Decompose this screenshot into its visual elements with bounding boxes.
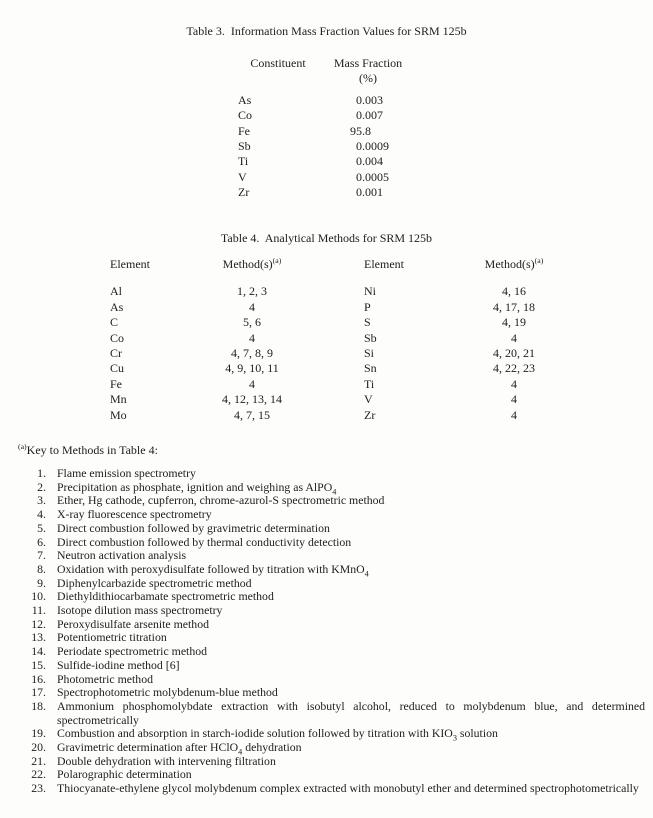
spacer	[324, 346, 364, 361]
table4-methods: 4, 22, 23	[493, 361, 535, 376]
key-item-text: X-ray fluorescence spectrometry	[57, 507, 212, 522]
spacer	[238, 71, 318, 86]
key-item-number: 17.	[31, 685, 46, 700]
key-item-text: Photometric method	[57, 671, 153, 686]
table4-methods: 4	[511, 330, 517, 345]
table4-element: Cr	[110, 346, 122, 361]
table3-title: Table 3. Information Mass Fraction Values for SRM 125b	[186, 24, 467, 38]
key-item	[0, 659, 645, 673]
key-item-number: 3.	[37, 493, 46, 508]
spacer	[324, 377, 364, 392]
table3-value	[318, 108, 418, 123]
table4-element: As	[110, 299, 124, 314]
key-item-number: 13.	[31, 630, 46, 645]
table4	[110, 257, 584, 423]
table4-header-methods-2: $Method(s)^{(a)}$	[484, 256, 544, 271]
key-item-text: Isotope dilution mass spectrometry	[57, 603, 223, 618]
key-item-text: Oxidation with peroxydisulfate followed by titration with KMnO$_4$	[57, 561, 369, 579]
key-item-text: Spectrophotometric molybdenum-blue method	[57, 685, 278, 700]
table3-value	[318, 170, 418, 185]
key-item-number: 21.	[31, 753, 46, 768]
table4-element: Mo	[110, 407, 127, 422]
key-item-text: Diethyldithiocarbamate spectrometric method	[57, 589, 274, 604]
value-integer-part: 0	[356, 92, 362, 107]
value-fraction-part: .0009	[362, 139, 389, 154]
key-item-text: Double dehydration with intervening filtration	[57, 753, 276, 768]
key-item	[0, 673, 645, 687]
spacer	[324, 315, 364, 330]
key-item-number: 16.	[31, 671, 46, 686]
value-integer-part: 0	[356, 154, 362, 169]
key-item-number: 6.	[37, 534, 46, 549]
key-item-number: 18.	[31, 698, 46, 713]
table4-element: Si	[364, 346, 375, 361]
key-item-number: 10.	[31, 589, 46, 604]
key-item-text: Direct combustion followed by gravimetric determination	[57, 520, 330, 535]
table4-methods: 4, 17, 18	[493, 299, 535, 314]
table4-methods: 4, 19	[502, 315, 526, 330]
key-item-text: Gravimetric determination after HClO$_4$ dehydration	[57, 740, 302, 757]
value-fraction-part: .0005	[362, 169, 389, 184]
value-integer-part: 0	[356, 169, 362, 184]
key-item-number: 5.	[37, 520, 46, 535]
value-integer-part: 0	[356, 139, 362, 154]
key-item-text: Thiocyanate-ethylene glycol molybdenum complex extracted with monobutyl ether and determined spectrophotometrically	[57, 781, 639, 796]
table4-methods: 4, 9, 10, 11	[225, 361, 279, 376]
value-fraction-part: .003	[362, 92, 383, 107]
table4-title: Table 4. Analytical Methods for SRM 125b	[220, 231, 433, 245]
key-item	[0, 536, 645, 550]
table3-header-mass-fraction: Mass Fraction	[333, 56, 403, 70]
key-item	[0, 563, 645, 577]
key-item	[0, 522, 645, 536]
key-item	[0, 604, 645, 618]
table4-element: V	[364, 392, 373, 407]
key-item	[0, 549, 645, 563]
table4-element: Co	[110, 330, 125, 345]
key-item	[0, 755, 645, 769]
table3-value	[318, 124, 418, 139]
key-item	[0, 782, 645, 796]
table3-constituent: Zr	[238, 185, 250, 200]
key-item-number: 7.	[37, 548, 46, 563]
table4-element: Mn	[110, 392, 127, 407]
table3-value	[318, 139, 418, 154]
key-item-text: Diphenylcarbazide spectrometric method	[57, 575, 252, 590]
key-item-number: 23.	[31, 781, 46, 796]
spacer	[324, 361, 364, 376]
key-item	[0, 467, 645, 481]
table4-element: Al	[110, 284, 122, 299]
table4-element: Fe	[110, 376, 122, 391]
value-fraction-part: .007	[362, 108, 383, 123]
table4-methods: 4	[511, 407, 517, 422]
table4-methods: 4	[511, 392, 517, 407]
table4-element: Cu	[110, 361, 125, 376]
table4-element: Ti	[364, 376, 375, 391]
table3-constituent: Co	[238, 108, 253, 123]
key-item	[0, 590, 645, 604]
table4-element: Zr	[364, 407, 376, 422]
key-item-number: 8.	[37, 561, 46, 576]
table4-element: Ni	[364, 284, 376, 299]
key-item	[0, 508, 645, 522]
spacer	[324, 392, 364, 407]
table3	[238, 56, 418, 201]
table4-header-methods-1: $Method(s)^{(a)}$	[222, 256, 282, 271]
key-item-text: Precipitation as phosphate, ignition and weighing as AlPO$_4$	[57, 479, 337, 497]
table4-methods: 4	[249, 376, 255, 391]
table4-methods: 1, 2, 3	[237, 284, 267, 299]
key-item-text: Neutron activation analysis	[57, 548, 187, 563]
table3-constituent: Sb	[238, 139, 251, 154]
key-item-text: Ether, Hg cathode, cupferron, chrome-azurol-S spectrometric method	[57, 493, 385, 508]
key-item-text: Ammonium phosphomolybdate extraction with isobutyl alcohol, reduced to molybdenum blue, and determined spectrometrically	[57, 698, 645, 727]
spacer	[110, 272, 584, 284]
value-fraction-part: .8	[362, 123, 371, 138]
value-fraction-part: .001	[362, 185, 383, 200]
table3-value	[318, 93, 418, 108]
table4-element: Sb	[364, 330, 377, 345]
methods-key-list	[0, 467, 645, 796]
table3-constituent: Fe	[238, 123, 250, 138]
table4-element: Sn	[364, 361, 377, 376]
spacer	[324, 284, 364, 299]
key-item	[0, 577, 645, 591]
table4-methods: 4	[249, 330, 255, 345]
key-item	[0, 727, 645, 741]
table4-header-element-1: Element	[110, 257, 150, 271]
key-item	[0, 494, 645, 508]
table4-methods: 4, 7, 8, 9	[231, 346, 273, 361]
key-item-number: 4.	[37, 507, 46, 522]
key-item-number: 19.	[31, 726, 46, 741]
table4-element: S	[364, 315, 371, 330]
key-item	[0, 768, 645, 782]
spacer	[324, 408, 364, 423]
key-item	[0, 741, 645, 755]
key-item-number: 12.	[31, 616, 46, 631]
key-item-text: Flame emission spectrometry	[57, 466, 196, 480]
table3-header-unit: (%)	[359, 71, 377, 86]
table4-methods: 4, 7, 15	[234, 407, 270, 422]
key-item-number: 22.	[31, 767, 46, 782]
key-item-number: 2.	[37, 479, 46, 494]
table4-header-element-2: Element	[364, 257, 404, 271]
key-item-text: Potentiometric titration	[57, 630, 167, 645]
table4-methods: 4	[249, 299, 255, 314]
key-item-number: 15.	[31, 657, 46, 672]
key-item	[0, 686, 645, 700]
table3-constituent: V	[238, 169, 247, 184]
key-item-text: Peroxydisulfate arsenite method	[57, 616, 210, 631]
table4-methods: 4, 12, 13, 14	[222, 392, 282, 407]
key-item-number: 9.	[37, 575, 46, 590]
table4-methods: 4, 16	[502, 284, 526, 299]
value-fraction-part: .004	[362, 154, 383, 169]
table4-methods: 4, 20, 21	[493, 346, 535, 361]
key-item	[0, 481, 645, 495]
key-item	[0, 631, 645, 645]
key-item	[0, 618, 645, 632]
value-integer-part: 0	[356, 185, 362, 200]
spacer	[324, 257, 364, 272]
table3-value	[318, 154, 418, 169]
value-integer-part: 0	[356, 108, 362, 123]
table3-header-constituent: Constituent	[250, 56, 306, 70]
key-item-text: Sulfide-iodine method [6]	[57, 657, 180, 672]
spacer	[324, 300, 364, 315]
table3-value	[318, 185, 418, 200]
key-item	[0, 645, 645, 659]
table4-element: P	[364, 299, 371, 314]
key-item-number: 20.	[31, 740, 46, 755]
key-item-text: Polarographic determination	[57, 767, 192, 782]
table4-element: C	[110, 315, 119, 330]
table3-constituent: Ti	[238, 154, 249, 169]
key-item-text: Direct combustion followed by thermal conductivity detection	[57, 534, 352, 549]
table4-methods: 4	[511, 376, 517, 391]
key-item-text: Combustion and absorption in starch-iodide solution followed by titration with $KIO_3$ solution	[57, 726, 498, 743]
key-item	[0, 700, 645, 727]
key-item-number: 1.	[37, 466, 46, 480]
key-item-text: Periodate spectrometric method	[57, 644, 208, 659]
key-item-number: 11.	[31, 603, 46, 618]
table3-constituent: As	[238, 92, 252, 107]
value-integer-part: 95	[350, 123, 362, 138]
key-item-number: 14.	[31, 644, 46, 659]
spacer	[324, 331, 364, 346]
table4-methods: 5, 6	[243, 315, 261, 330]
key-heading: $^{(a)}$Key to Methods in Table 4:	[18, 442, 158, 457]
